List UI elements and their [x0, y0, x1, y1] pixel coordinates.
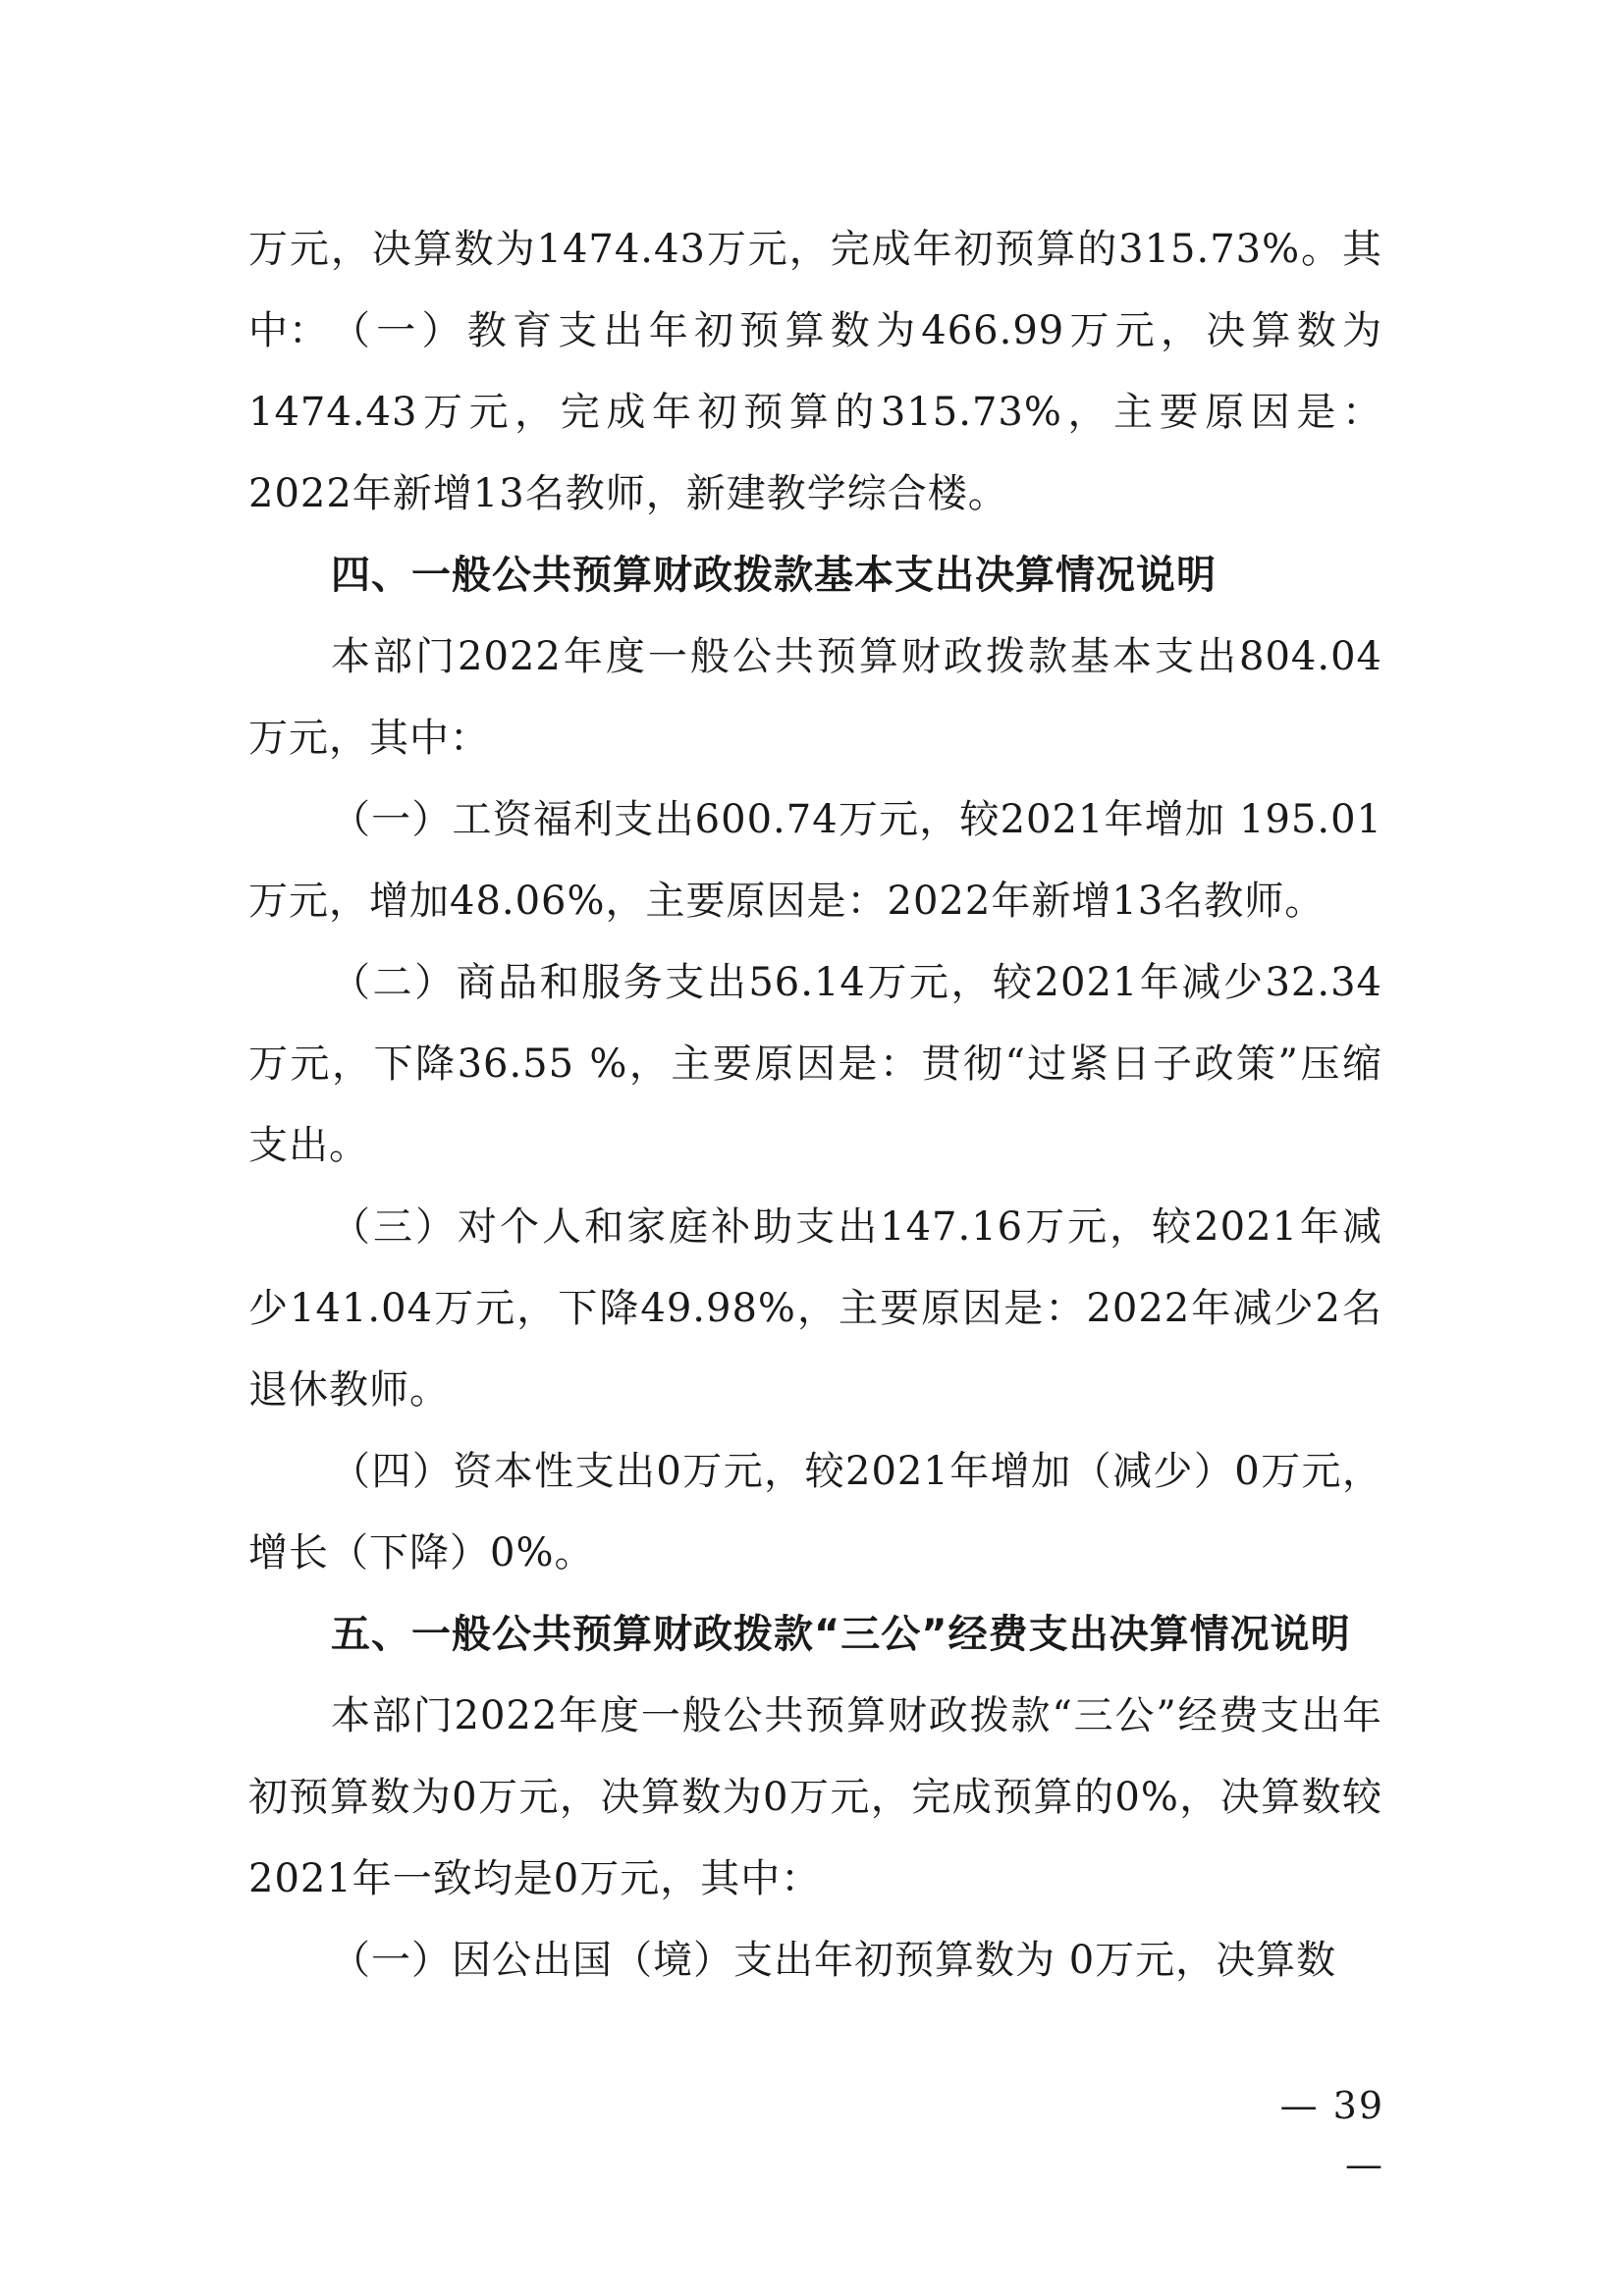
paragraph-education-expenditure: （一）教育支出年初预算数为466.99万元，决算数为1474.43万元，完成年初预算的315.73%，主要原因是：2022年新增13名教师，新建教学综合楼。	[248, 308, 1382, 516]
page-number: — 39 —	[1279, 2084, 1384, 2186]
paragraph-salary-welfare: （一）工资福利支出600.74万元，较2021年增加 195.01万元，增加48.06%，主要原因是：2022年新增13名教师。	[248, 797, 1382, 924]
paragraph-three-public-expenses: 本部门2022年度一般公共预算财政拨款“三公”经费支出年初预算数为0万元，决算数为0万元，完成预算的0%，决算数较2021年一致均是0万元，其中：	[248, 1693, 1382, 1901]
paragraph-overseas-travel: （一）因公出国（境）支出年初预算数为 0万元，决算数	[331, 1938, 1337, 1983]
paragraph-continuation: 万元，决算数为1474.43万元，完成年初预算的315.73%。其中：	[248, 227, 1382, 353]
section-heading-basic-expenditure: 四、一般公共预算财政拨款基本支出决算情况说明	[331, 553, 1217, 598]
paragraph-basic-expenditure-total: 本部门2022年度一般公共预算财政拨款基本支出804.04万元，其中：	[248, 634, 1382, 761]
paragraph-personal-family-subsidy: （三）对个人和家庭补助支出147.16万元，较2021年减少141.04万元，下降49.98%，主要原因是：2022年减少2名退休教师。	[248, 1204, 1382, 1413]
paragraph-capital-expenditure: （四）资本性支出0万元，较2021年增加（减少）0万元，增长（下降）0%。	[248, 1449, 1382, 1575]
paragraph-goods-services: （二）商品和服务支出56.14万元，较2021年减少32.34万元，下降36.55 %，主要原因是：贯彻“过紧日子政策”压缩支出。	[248, 960, 1382, 1168]
section-heading-three-public-expenses: 五、一般公共预算财政拨款“三公”经费支出决算情况说明	[331, 1612, 1351, 1657]
